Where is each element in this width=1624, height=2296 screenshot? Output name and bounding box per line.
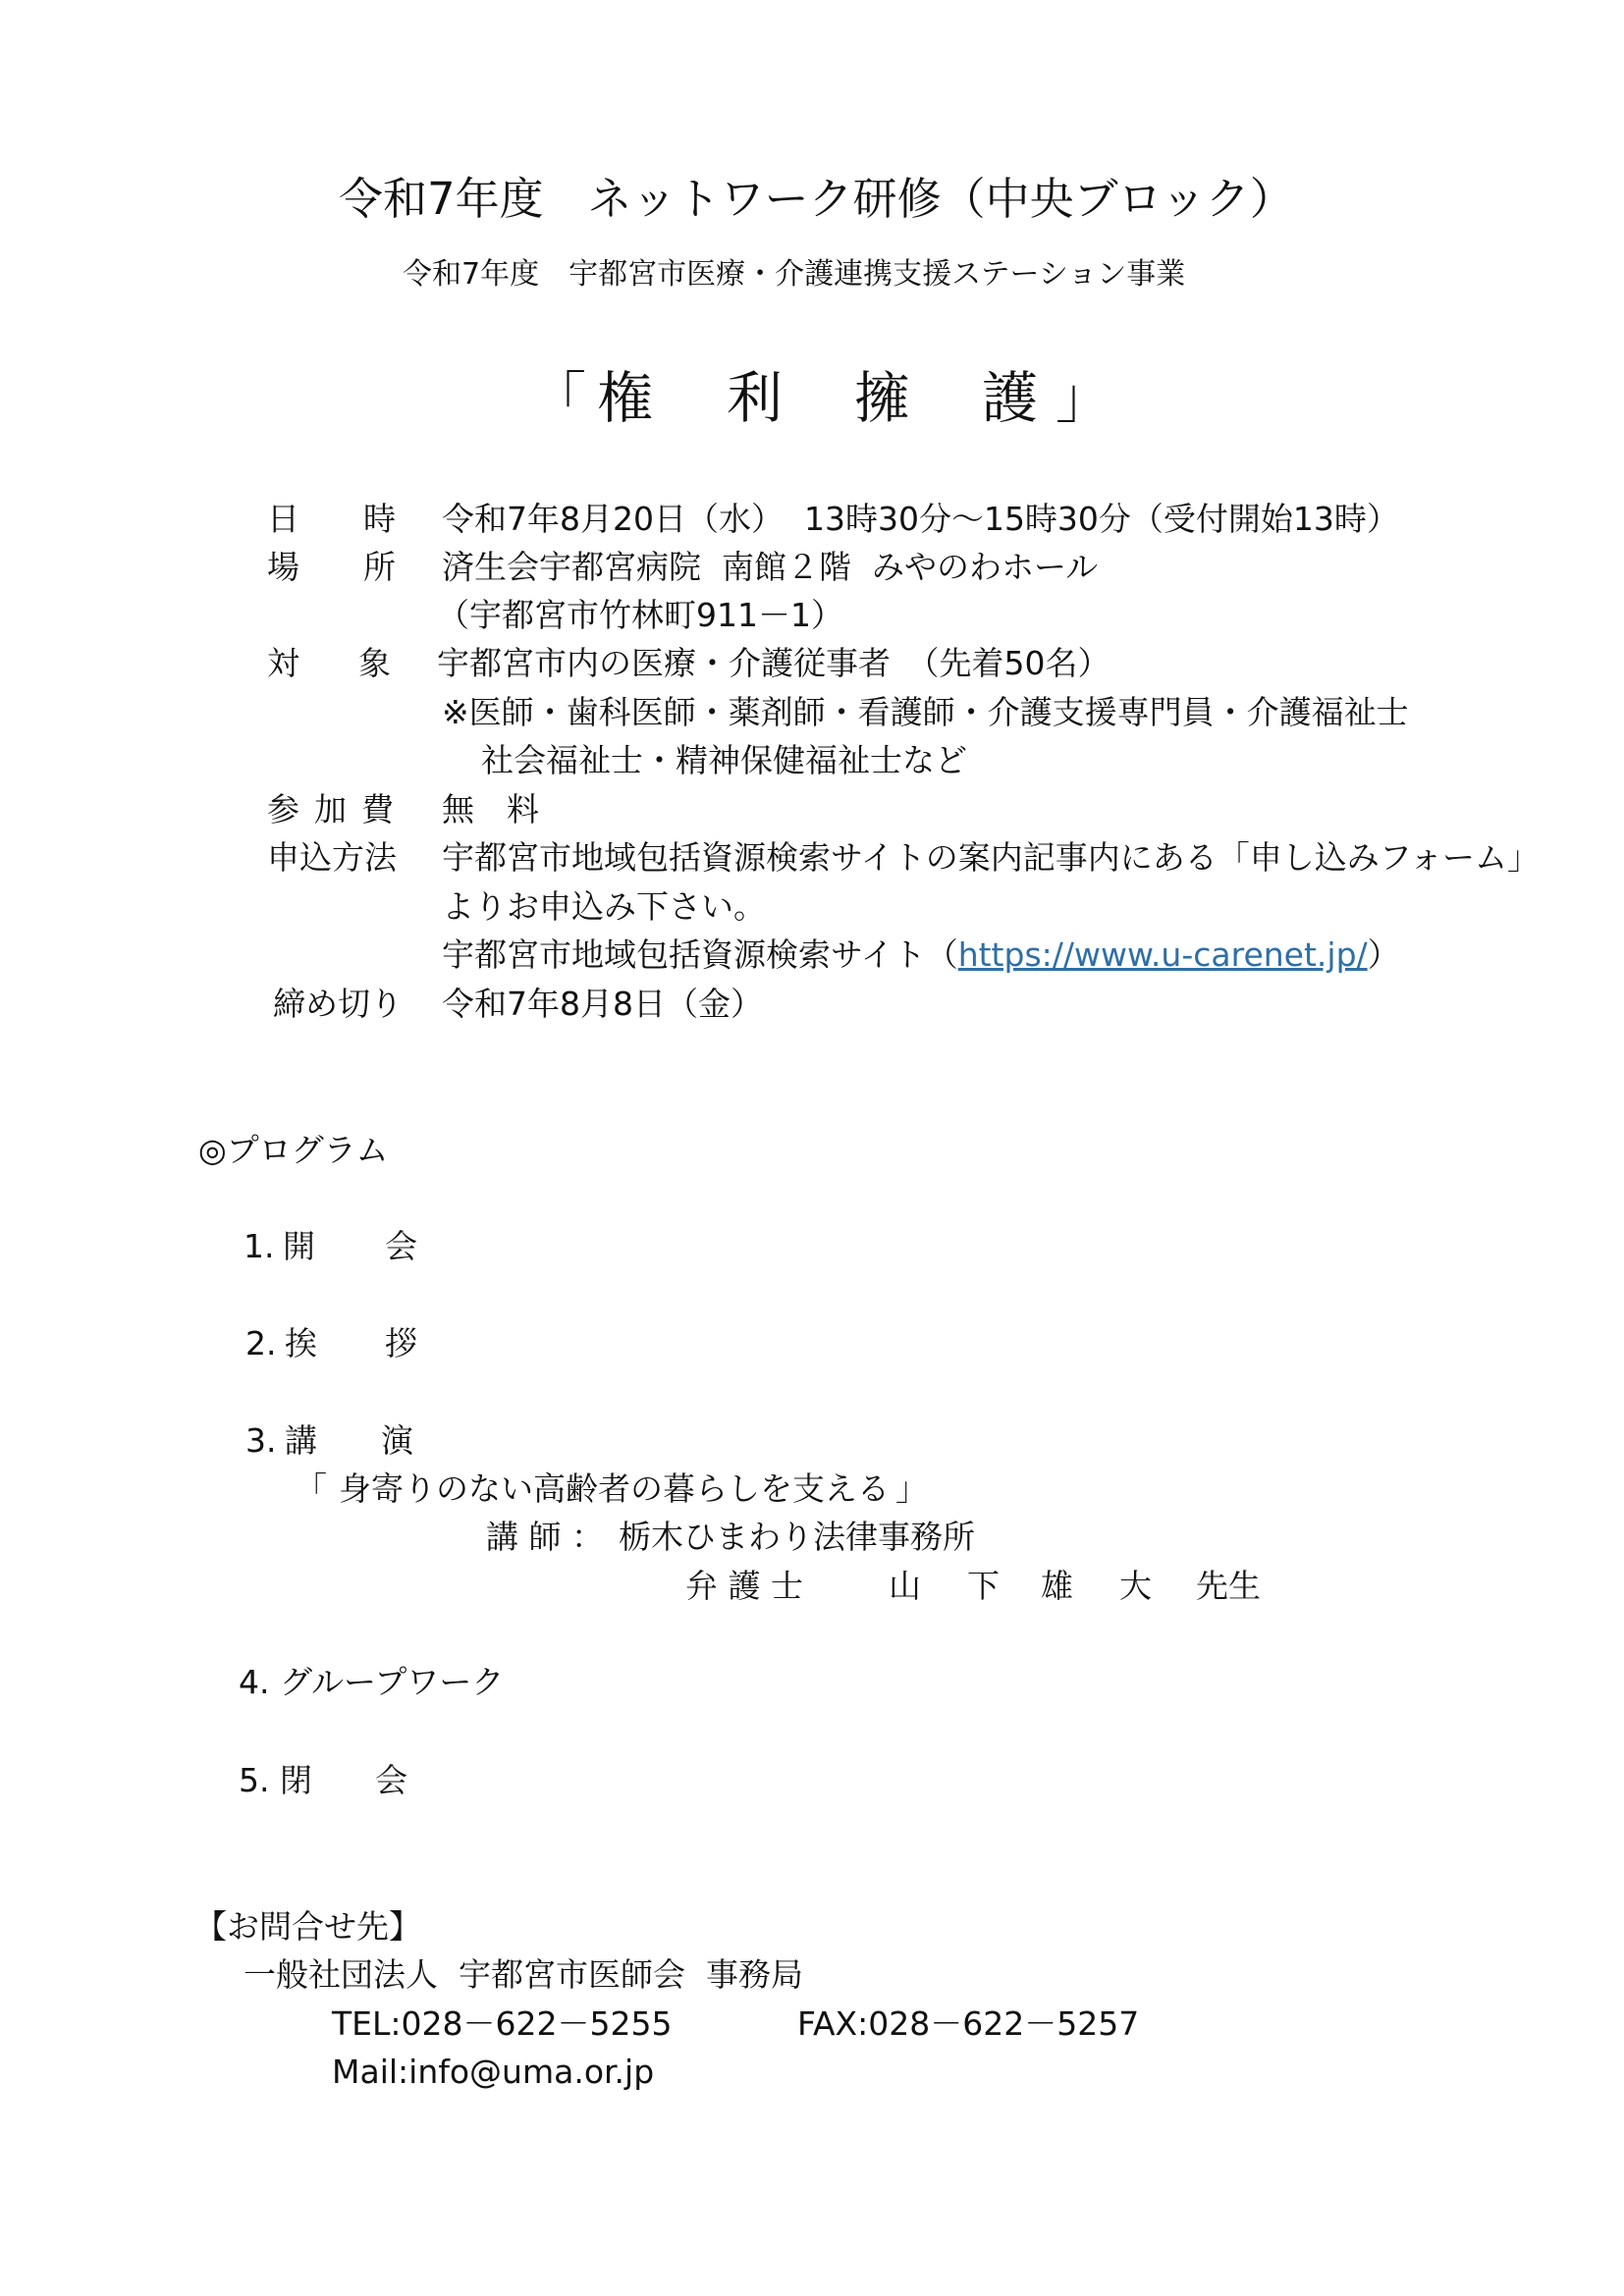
target-note: ※医師・歯科医師・薬剤師・看護師・介護支援専門員・介護福祉士 — [442, 693, 1409, 731]
fee-label: 加 — [314, 790, 347, 828]
lecture-quote-close: 」 — [895, 1469, 928, 1508]
target-value: 宇都宮市内の医療・介護従事者 （先着50名） — [437, 644, 1110, 682]
datetime-label: 時 — [363, 500, 396, 538]
program-heading: ◎プログラム — [198, 1131, 389, 1169]
apply-site-line — [442, 935, 1400, 974]
speaker-name-char: 下 — [967, 1567, 1000, 1605]
fee-label: 参 — [267, 790, 299, 828]
apply-site-suffix: ） — [1367, 935, 1400, 974]
speaker-name-char: 山 — [889, 1567, 921, 1605]
theme-char: 権 — [597, 366, 653, 431]
page-subtitle: 令和7年度 宇都宮市医療・介護連携支援ステーション事業 — [403, 257, 1186, 292]
speaker-label: 講 師 ： — [486, 1518, 604, 1556]
theme-open-bracket: 「 — [530, 366, 586, 431]
program-item-number: 3. — [245, 1421, 277, 1460]
speaker-title: 弁 護 士 — [685, 1567, 803, 1605]
program-item-number: 1. — [244, 1227, 275, 1265]
program-item-title: 講 — [285, 1421, 317, 1460]
lecture-topic: 身寄りのない高齢者の暮らしを支える — [339, 1469, 890, 1508]
target-label: 対 — [267, 644, 299, 682]
speaker-honorific: 先生 — [1196, 1567, 1261, 1605]
apply-text: よりお申込み下さい。 — [442, 887, 766, 926]
theme-close-bracket: 」 — [1056, 366, 1111, 431]
apply-site-prefix: 宇都宮市地域包括資源検索サイト（ — [442, 935, 958, 974]
place-value: 済生会宇都宮病院 南館２階 みやのわホール — [442, 548, 1099, 586]
target-note: 社会福祉士・精神保健福祉士など — [481, 741, 967, 779]
program-item-title: 会 — [385, 1227, 417, 1265]
place-label: 場 — [267, 548, 299, 586]
target-label: 象 — [358, 644, 391, 682]
apply-text: 宇都宮市地域包括資源検索サイトの案内記事内にある「申し込みフォーム」 — [442, 838, 1541, 877]
program-item-title: 会 — [375, 1761, 407, 1799]
contact-organization: 一般社団法人 宇都宮市医師会 事務局 — [244, 1955, 803, 1994]
program-item-number: 5. — [239, 1761, 270, 1799]
contact-email[interactable]: Mail:info@uma.or.jp — [332, 2053, 655, 2091]
speaker-name-char: 大 — [1119, 1567, 1152, 1605]
fee-label: 費 — [361, 790, 394, 828]
program-item-title: 演 — [381, 1421, 413, 1460]
contact-fax: FAX:028－622－5257 — [797, 2004, 1140, 2043]
fee-value: 無 料 — [442, 790, 539, 828]
program-item-title: 拶 — [385, 1324, 417, 1362]
program-item-title: 閉 — [280, 1761, 312, 1799]
deadline-value: 令和7年8月8日（金） — [442, 985, 763, 1023]
theme-char: 護 — [982, 366, 1038, 431]
program-item-title: 開 — [283, 1227, 315, 1265]
program-item-title: グループワーク — [280, 1663, 505, 1701]
speaker-name-char: 雄 — [1041, 1567, 1073, 1605]
theme-char: 利 — [727, 366, 783, 431]
contact-heading: 【お問合せ先】 — [194, 1907, 421, 1946]
page-title: 令和7年度 ネットワーク研修（中央ブロック） — [339, 173, 1294, 225]
program-item-number: 2. — [245, 1324, 277, 1362]
apply-label: 申込方法 — [267, 838, 397, 877]
deadline-label: 締め切り — [273, 985, 403, 1023]
theme-char: 擁 — [854, 366, 910, 431]
datetime-label: 日 — [267, 500, 299, 538]
place-label: 所 — [363, 548, 396, 586]
program-item-number: 4. — [239, 1663, 270, 1701]
contact-tel: TEL:028－622－5255 — [332, 2004, 673, 2043]
program-item-title: 挨 — [285, 1324, 317, 1362]
speaker-organization: 栃木ひまわり法律事務所 — [619, 1518, 975, 1556]
datetime-value: 令和7年8月20日（水） 13時30分～15時30分（受付開始13時） — [442, 500, 1399, 538]
lecture-quote-open: 「 — [295, 1469, 327, 1508]
place-address: （宇都宮市竹林町911－1） — [437, 596, 843, 634]
website-link[interactable]: https://www.u-carenet.jp/ — [957, 935, 1368, 974]
